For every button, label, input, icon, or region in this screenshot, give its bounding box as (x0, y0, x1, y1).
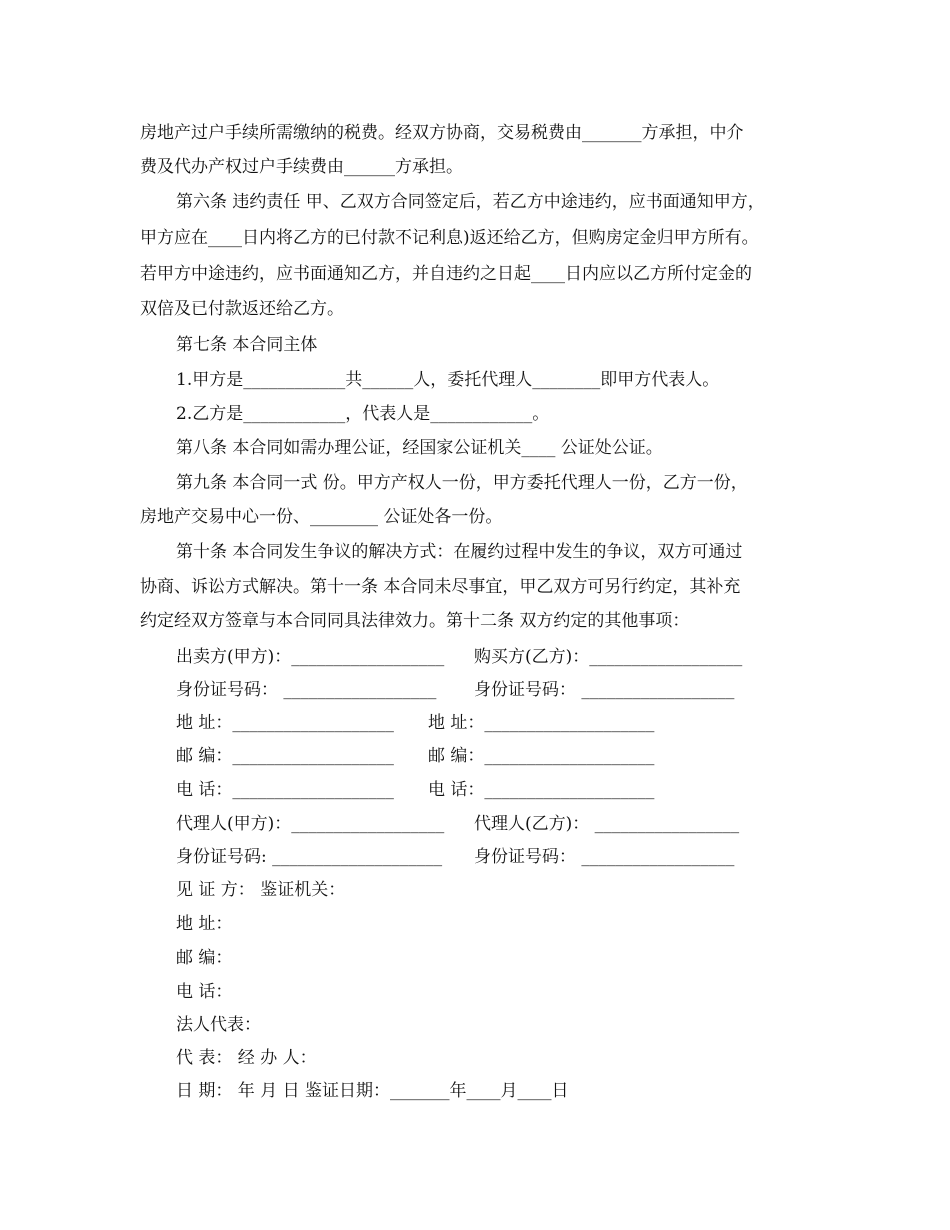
seller-phone-field: 电 话：___________________ (176, 780, 394, 800)
paragraph-line: 若甲方中途违约，应书面通知乙方，并自违约之日起____日内应以乙方所付定金的 (140, 264, 752, 284)
buyer-zip-field: 邮 编：____________________ (428, 746, 655, 766)
seller-zip-field: 邮 编：___________________ (176, 746, 394, 766)
date-line: 日 期： 年 月 日 鉴证日期：_______年____月____日 (176, 1081, 569, 1101)
paragraph-line: 费及代办产权过户手续费由______方承担。 (140, 157, 463, 177)
party-a-line: 1.甲方是____________共______人，委托代理人________即甲方代表人。 (176, 370, 720, 390)
article-seven-title: 第七条 本合同主体 (176, 335, 318, 355)
paragraph-line: 双倍及已付款返还给乙方。 (140, 299, 344, 319)
representative-handler: 代 表： 经 办 人： (176, 1048, 317, 1068)
buyer-agent-id-field: 身份证号码： __________________ (474, 847, 735, 867)
paragraph-line: 房地产过户手续所需缴纳的税费。经双方协商，交易税费由_______方承担，中介 (140, 123, 744, 143)
witness-zip: 邮 编： (176, 948, 233, 968)
party-b-line: 2.乙方是____________，代表人是____________。 (176, 404, 550, 424)
paragraph-line: 约定经双方签章与本合同同具法律效力。第十二条 双方约定的其他事项： (140, 611, 690, 631)
witness-phone: 电 话： (176, 982, 233, 1002)
paragraph-line: 甲方应在____日内将乙方的已付款不记利息)返还给乙方，但购房定金归甲方所有。 (140, 228, 759, 248)
seller-address-field: 地 址：___________________ (176, 713, 394, 733)
paragraph-line: 第十条 本合同发生争议的解决方式：在履约过程中发生的争议，双方可通过 (176, 542, 743, 562)
witness-address: 地 址： (176, 914, 233, 934)
paragraph-line: 协商、诉讼方式解决。第十一条 本合同未尽事宜，甲乙双方可另行约定，其补充 (140, 577, 741, 597)
buyer-agent-field: 代理人(乙方)： _________________ (474, 814, 740, 834)
paragraph-line: 第九条 本合同一式 份。甲方产权人一份，甲方委托代理人一份，乙方一份， (176, 473, 748, 493)
buyer-address-field: 地 址：____________________ (428, 713, 655, 733)
witness-label: 见 证 方： 鉴证机关： (176, 880, 346, 900)
buyer-id-field: 身份证号码： __________________ (474, 680, 735, 700)
seller-field: 出卖方(甲方)：__________________ (176, 647, 445, 667)
buyer-field: 购买方(乙方)：__________________ (474, 647, 743, 667)
seller-id-field: 身份证号码： __________________ (176, 680, 437, 700)
paragraph-line: 第六条 违约责任 甲、乙双方合同签定后，若乙方中途违约，应书面通知甲方， (176, 192, 765, 212)
article-eight: 第八条 本合同如需办理公证，经国家公证机关____ 公证处公证。 (176, 438, 663, 458)
seller-agent-field: 代理人(甲方)：__________________ (176, 814, 445, 834)
buyer-phone-field: 电 话：____________________ (428, 780, 655, 800)
seller-agent-id-field: 身份证号码: ____________________ (176, 847, 443, 867)
paragraph-line: 房地产交易中心一份、________ 公证处各一份。 (140, 507, 503, 527)
legal-representative: 法人代表： (176, 1015, 261, 1035)
